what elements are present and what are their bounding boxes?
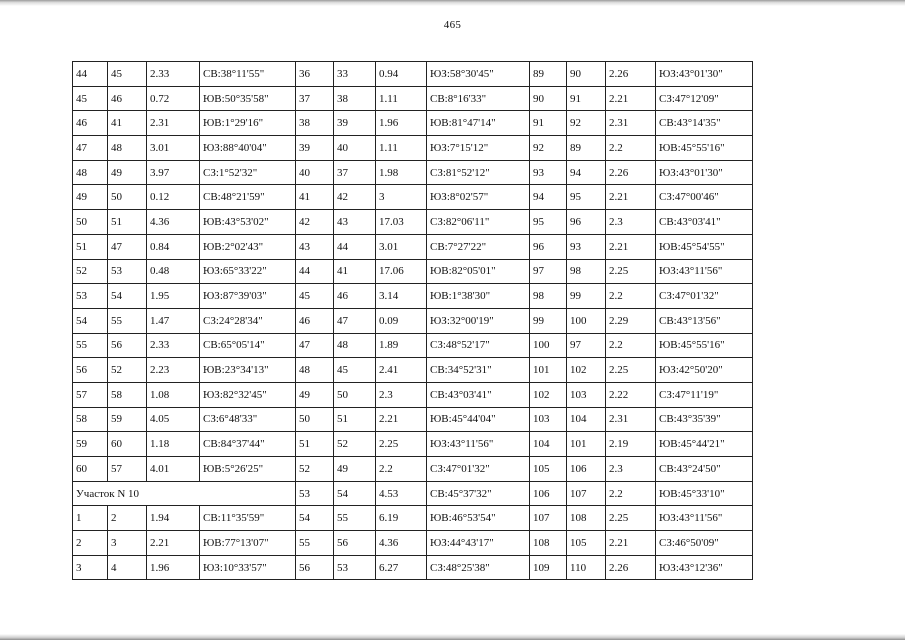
table-cell: 47 [296, 333, 334, 358]
table-cell: СВ:43°14'35" [656, 111, 753, 136]
table-cell: 0.12 [147, 185, 200, 210]
table-cell: 2.31 [147, 111, 200, 136]
table-row [73, 382, 753, 407]
table-cell: 2.25 [606, 259, 656, 284]
table-row [73, 333, 753, 358]
table-cell: 17.03 [376, 210, 427, 235]
table-cell: 1 [73, 506, 108, 531]
scan-edge-top [0, 0, 905, 6]
table-cell: СВ:34°52'31" [427, 358, 530, 383]
table-cell: 59 [73, 432, 108, 457]
table-cell: 1.11 [376, 136, 427, 161]
table-cell: 97 [567, 333, 606, 358]
table-cell: 0.94 [376, 62, 427, 87]
table-cell: 95 [567, 185, 606, 210]
table-cell: ЮВ:77°13'07" [200, 531, 296, 556]
table-cell: ЮВ:2°02'43" [200, 234, 296, 259]
table-cell: 2.2 [606, 333, 656, 358]
table-row [73, 506, 753, 531]
table-cell: 106 [530, 481, 567, 506]
table-row [73, 457, 753, 482]
table-cell: 54 [73, 308, 108, 333]
table-cell: ЮВ:43°53'02" [200, 210, 296, 235]
table-cell: 93 [567, 234, 606, 259]
table-cell: 6.27 [376, 555, 427, 580]
table-cell: 2.41 [376, 358, 427, 383]
table-cell: 4.36 [147, 210, 200, 235]
table-cell: 53 [108, 259, 147, 284]
table-cell: 44 [296, 259, 334, 284]
table-cell: 48 [296, 358, 334, 383]
table-cell: 95 [530, 210, 567, 235]
table-cell: СЗ:48°25'38" [427, 555, 530, 580]
table-row [73, 234, 753, 259]
table-cell: 2.26 [606, 160, 656, 185]
table-cell: 47 [73, 136, 108, 161]
table-cell: 57 [108, 457, 147, 482]
table-cell: 51 [296, 432, 334, 457]
table-cell: СВ:84°37'44" [200, 432, 296, 457]
table-cell: 49 [296, 382, 334, 407]
table-cell: 50 [334, 382, 376, 407]
table-cell: 2.23 [147, 358, 200, 383]
table-cell: 43 [296, 234, 334, 259]
table-cell: СЗ:24°28'34" [200, 308, 296, 333]
table-cell: 1.96 [376, 111, 427, 136]
table-cell: ЮЗ:58°30'45" [427, 62, 530, 87]
table-cell: 94 [567, 160, 606, 185]
table-cell: 50 [108, 185, 147, 210]
table-cell: СВ:43°13'56" [656, 308, 753, 333]
table-row [73, 160, 753, 185]
table-cell: 2.21 [606, 185, 656, 210]
table-cell: 41 [108, 111, 147, 136]
table-cell: 49 [73, 185, 108, 210]
table-cell: 2.3 [376, 382, 427, 407]
table-cell: СВ:43°24'50" [656, 457, 753, 482]
table-row [73, 210, 753, 235]
table-cell: 2.2 [606, 284, 656, 309]
table-cell: ЮЗ:43°11'56" [656, 259, 753, 284]
table-cell: 47 [334, 308, 376, 333]
table-cell: ЮЗ:43°11'56" [427, 432, 530, 457]
table-cell: ЮВ:1°29'16" [200, 111, 296, 136]
table-cell: 38 [334, 86, 376, 111]
scan-edge-bottom [0, 634, 905, 640]
table-cell: ЮЗ:7°15'12" [427, 136, 530, 161]
table-cell: 106 [567, 457, 606, 482]
table-cell: 43 [334, 210, 376, 235]
table-cell: 2.21 [606, 86, 656, 111]
table-cell: 92 [567, 111, 606, 136]
table-cell: ЮЗ:43°01'30" [656, 160, 753, 185]
table-cell: 2.33 [147, 62, 200, 87]
table-cell: 50 [73, 210, 108, 235]
table-cell: ЮЗ:43°12'36" [656, 555, 753, 580]
table-cell: СЗ:47°11'19" [656, 382, 753, 407]
table-cell: ЮЗ:65°33'22" [200, 259, 296, 284]
table-cell: 1.89 [376, 333, 427, 358]
table-row [73, 136, 753, 161]
table-cell: 104 [567, 407, 606, 432]
table-cell: 52 [108, 358, 147, 383]
table-cell: 53 [73, 284, 108, 309]
table-cell: 59 [108, 407, 147, 432]
table-cell: 4.01 [147, 457, 200, 482]
table-cell: 2.26 [606, 555, 656, 580]
table-cell: 39 [296, 136, 334, 161]
table-cell: ЮВ:45°55'16" [656, 136, 753, 161]
table-cell: 39 [334, 111, 376, 136]
table-cell: СЗ:47°01'32" [427, 457, 530, 482]
table-row [73, 62, 753, 87]
table-cell: ЮВ:23°34'13" [200, 358, 296, 383]
table-cell: 1.11 [376, 86, 427, 111]
table-cell: 46 [73, 111, 108, 136]
table-cell: 2.31 [606, 407, 656, 432]
table-cell: 2.2 [606, 136, 656, 161]
table-cell: 2.25 [606, 506, 656, 531]
table-cell: 2.19 [606, 432, 656, 457]
table-cell: 2.2 [606, 481, 656, 506]
table-cell: СВ:43°03'41" [427, 382, 530, 407]
table-cell: 99 [530, 308, 567, 333]
table-cell: 55 [296, 531, 334, 556]
table-cell: 89 [530, 62, 567, 87]
table-cell: 52 [296, 457, 334, 482]
table-cell: 56 [73, 358, 108, 383]
table-cell: 89 [567, 136, 606, 161]
table-cell: СЗ:47°12'09" [656, 86, 753, 111]
table-cell: 1.95 [147, 284, 200, 309]
table-cell: 45 [108, 62, 147, 87]
table-cell: 2.21 [606, 234, 656, 259]
table-cell: 2.3 [606, 210, 656, 235]
table-cell: 103 [567, 382, 606, 407]
table-cell: 4.36 [376, 531, 427, 556]
table-cell: СВ:65°05'14" [200, 333, 296, 358]
table-cell: 109 [530, 555, 567, 580]
table-cell: СЗ:47°00'46" [656, 185, 753, 210]
table-cell: 102 [567, 358, 606, 383]
table-cell: 42 [296, 210, 334, 235]
table-cell: 4.53 [376, 481, 427, 506]
table-cell: 2.25 [376, 432, 427, 457]
table-cell: ЮВ:45°55'16" [656, 333, 753, 358]
table-cell: 45 [296, 284, 334, 309]
table-cell: 3 [73, 555, 108, 580]
table-cell: ЮЗ:87°39'03" [200, 284, 296, 309]
table-cell: 38 [296, 111, 334, 136]
table-cell: 2 [73, 531, 108, 556]
table-cell: 110 [567, 555, 606, 580]
table-cell: 1.47 [147, 308, 200, 333]
table-cell: 6.19 [376, 506, 427, 531]
table-cell: 102 [530, 382, 567, 407]
table-cell: 2 [108, 506, 147, 531]
table-cell: 57 [73, 382, 108, 407]
table-row [73, 111, 753, 136]
table-cell: СВ:38°11'55" [200, 62, 296, 87]
table-cell: 96 [530, 234, 567, 259]
table-cell: ЮЗ:88°40'04" [200, 136, 296, 161]
table-cell: СВ:11°35'59" [200, 506, 296, 531]
section-title: Участок N 10 [73, 481, 296, 506]
table-cell: 107 [567, 481, 606, 506]
table-cell: 101 [530, 358, 567, 383]
table-cell: 56 [296, 555, 334, 580]
table-cell: 51 [73, 234, 108, 259]
table-cell: СЗ:6°48'33" [200, 407, 296, 432]
table-cell: 2.26 [606, 62, 656, 87]
table-cell: 92 [530, 136, 567, 161]
table-cell: 2.21 [147, 531, 200, 556]
table-cell: СВ:8°16'33" [427, 86, 530, 111]
table-cell: 46 [296, 308, 334, 333]
table-cell: 0.72 [147, 86, 200, 111]
table-cell: 40 [334, 136, 376, 161]
table-cell: 56 [108, 333, 147, 358]
table-cell: 44 [73, 62, 108, 87]
table-cell: 3 [108, 531, 147, 556]
table-cell: 2.21 [376, 407, 427, 432]
table-cell: 33 [334, 62, 376, 87]
table-cell: 96 [567, 210, 606, 235]
table-cell: 1.94 [147, 506, 200, 531]
table-cell: 55 [334, 506, 376, 531]
table-cell: 53 [334, 555, 376, 580]
table-cell: 51 [334, 407, 376, 432]
table-cell: ЮВ:1°38'30" [427, 284, 530, 309]
table-cell: СВ:43°03'41" [656, 210, 753, 235]
table-cell: 2.2 [376, 457, 427, 482]
table-cell: 1.18 [147, 432, 200, 457]
table-cell: 49 [108, 160, 147, 185]
table-cell: 3.97 [147, 160, 200, 185]
table-cell: 108 [530, 531, 567, 556]
table-cell: ЮВ:50°35'58" [200, 86, 296, 111]
table-cell: 45 [73, 86, 108, 111]
table-cell: 42 [334, 185, 376, 210]
table-cell: 1.96 [147, 555, 200, 580]
table-row [73, 531, 753, 556]
table-cell: 56 [334, 531, 376, 556]
table-row [73, 432, 753, 457]
table-cell: 54 [108, 284, 147, 309]
table-cell: 3.01 [147, 136, 200, 161]
page-number: 465 [443, 19, 462, 31]
table-cell: 105 [530, 457, 567, 482]
table-cell: 2.31 [606, 111, 656, 136]
table-cell: 2.22 [606, 382, 656, 407]
table-cell: 90 [530, 86, 567, 111]
table-cell: 2.21 [606, 531, 656, 556]
table-cell: 104 [530, 432, 567, 457]
table-row [73, 185, 753, 210]
table-cell: 100 [567, 308, 606, 333]
table-cell: 4.05 [147, 407, 200, 432]
table-cell: 60 [73, 457, 108, 482]
table-cell: 4 [108, 555, 147, 580]
table-cell: 98 [567, 259, 606, 284]
table-cell: 3 [376, 185, 427, 210]
table-cell: 3.01 [376, 234, 427, 259]
section-row [73, 481, 753, 506]
table-cell: 2.3 [606, 457, 656, 482]
table-row [73, 308, 753, 333]
table-cell: 1.08 [147, 382, 200, 407]
table-cell: 103 [530, 407, 567, 432]
table-cell: СЗ:46°50'09" [656, 531, 753, 556]
table-cell: 93 [530, 160, 567, 185]
table-cell: 0.48 [147, 259, 200, 284]
boundary-coordinates-table [72, 61, 753, 580]
table-cell: 1.98 [376, 160, 427, 185]
table-cell: ЮВ:45°44'04" [427, 407, 530, 432]
table-cell: 99 [567, 284, 606, 309]
table-cell: 41 [334, 259, 376, 284]
table-cell: ЮВ:81°47'14" [427, 111, 530, 136]
table-cell: 58 [73, 407, 108, 432]
table-row [73, 358, 753, 383]
table-cell: СВ:43°35'39" [656, 407, 753, 432]
table-cell: 105 [567, 531, 606, 556]
table-cell: ЮЗ:44°43'17" [427, 531, 530, 556]
table-cell: ЮВ:5°26'25" [200, 457, 296, 482]
table-cell: 108 [567, 506, 606, 531]
table-cell: СЗ:48°52'17" [427, 333, 530, 358]
table-cell: 101 [567, 432, 606, 457]
table-row [73, 259, 753, 284]
table-cell: 97 [530, 259, 567, 284]
table-cell: 52 [73, 259, 108, 284]
table-cell: 40 [296, 160, 334, 185]
table-cell: ЮЗ:8°02'57" [427, 185, 530, 210]
table-cell: 37 [296, 86, 334, 111]
table-cell: СВ:48°21'59" [200, 185, 296, 210]
table-cell: ЮВ:46°53'54" [427, 506, 530, 531]
table-cell: ЮЗ:10°33'57" [200, 555, 296, 580]
table-cell: 94 [530, 185, 567, 210]
table-cell: 36 [296, 62, 334, 87]
table-cell: 45 [334, 358, 376, 383]
table-cell: 60 [108, 432, 147, 457]
table-cell: 0.84 [147, 234, 200, 259]
table-cell: ЮВ:45°54'55" [656, 234, 753, 259]
table-cell: ЮЗ:32°00'19" [427, 308, 530, 333]
table-cell: 41 [296, 185, 334, 210]
table-cell: 46 [334, 284, 376, 309]
table-cell: 48 [73, 160, 108, 185]
table-cell: 58 [108, 382, 147, 407]
table-cell: ЮЗ:82°32'45" [200, 382, 296, 407]
table-row [73, 86, 753, 111]
table-cell: 54 [296, 506, 334, 531]
table-cell: 2.33 [147, 333, 200, 358]
table-cell: 37 [334, 160, 376, 185]
table-cell: 53 [296, 481, 334, 506]
table-cell: ЮЗ:43°11'56" [656, 506, 753, 531]
table-cell: ЮЗ:43°01'30" [656, 62, 753, 87]
table-cell: СЗ:47°01'32" [656, 284, 753, 309]
table-cell: 98 [530, 284, 567, 309]
table-cell: 2.25 [606, 358, 656, 383]
table-cell: СЗ:1°52'32" [200, 160, 296, 185]
table-cell: 55 [73, 333, 108, 358]
table-cell: 46 [108, 86, 147, 111]
table-cell: ЮВ:82°05'01" [427, 259, 530, 284]
table-cell: 0.09 [376, 308, 427, 333]
table-cell: 49 [334, 457, 376, 482]
table-row [73, 407, 753, 432]
table-cell: 48 [334, 333, 376, 358]
table-cell: 55 [108, 308, 147, 333]
table-cell: 91 [530, 111, 567, 136]
table-cell: 17.06 [376, 259, 427, 284]
table-row [73, 555, 753, 580]
table-cell: ЮВ:45°44'21" [656, 432, 753, 457]
table-cell: 3.14 [376, 284, 427, 309]
table-cell: СВ:45°37'32" [427, 481, 530, 506]
table-row [73, 284, 753, 309]
table-cell: ЮЗ:42°50'20" [656, 358, 753, 383]
table-cell: СВ:7°27'22" [427, 234, 530, 259]
table-cell: 100 [530, 333, 567, 358]
table-cell: 107 [530, 506, 567, 531]
table-cell: 52 [334, 432, 376, 457]
table-cell: СЗ:82°06'11" [427, 210, 530, 235]
table-cell: ЮВ:45°33'10" [656, 481, 753, 506]
table-cell: 51 [108, 210, 147, 235]
table-cell: 2.29 [606, 308, 656, 333]
table-cell: 44 [334, 234, 376, 259]
table-cell: 54 [334, 481, 376, 506]
table-cell: 90 [567, 62, 606, 87]
table-body [73, 62, 753, 580]
table-cell: СЗ:81°52'12" [427, 160, 530, 185]
table-cell: 47 [108, 234, 147, 259]
table-cell: 91 [567, 86, 606, 111]
table-cell: 48 [108, 136, 147, 161]
table-cell: 50 [296, 407, 334, 432]
